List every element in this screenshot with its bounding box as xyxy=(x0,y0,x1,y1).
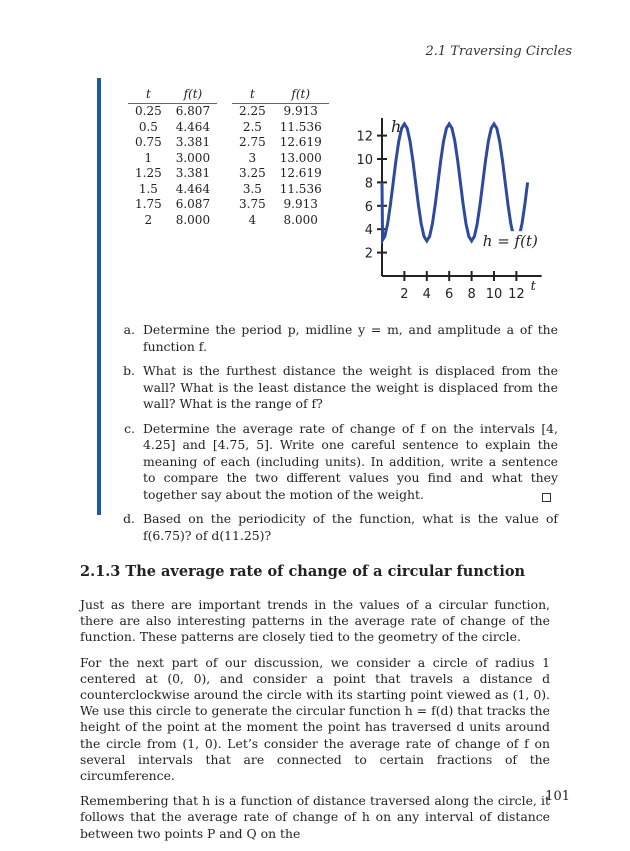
f-value-cell: 6.087 xyxy=(175,197,211,211)
y-tick-label: 8 xyxy=(364,176,373,192)
f-value-cell: 8.000 xyxy=(283,212,318,227)
table-row xyxy=(128,182,217,198)
f-value-cell: 8.000 xyxy=(175,212,211,227)
f-value-cell: 4.464 xyxy=(175,119,211,134)
body-paragraph: Just as there are important trends in the values of a circular function, there are also interesting patterns in the average rate of change of the function. These patterns are closely tied to the geometry of the circle. xyxy=(80,597,550,645)
t-value-cell: 0.75 xyxy=(135,135,162,149)
table-row xyxy=(128,151,217,167)
f-value-cell: 12.619 xyxy=(279,135,322,149)
end-of-activity-box xyxy=(542,493,551,502)
running-header: 2.1 Traversing Circles xyxy=(425,44,572,59)
f-value-cell: 13.000 xyxy=(279,150,322,165)
f-value-cell: 9.913 xyxy=(283,104,318,118)
y-axis-label: h xyxy=(391,117,402,136)
y-tick-label: 2 xyxy=(364,246,373,262)
t-value-cell: 3.75 xyxy=(239,197,266,211)
y-tick-label: 6 xyxy=(364,199,373,215)
exercise-label: d. xyxy=(123,511,135,526)
exercise-label: b. xyxy=(123,363,135,378)
t-value-cell: 1 xyxy=(144,150,153,165)
y-tick-label: 4 xyxy=(364,223,373,239)
exercise-text: Determine the average rate of change of f on the intervals [4, 4.25] and [4.75, 5]. Write one careful sentence to explain the meaning of each (including units). In addition, write a sentence to compare the two different values you find and what they together say about the motion of the weight. xyxy=(143,420,558,502)
body-paragraph: Remembering that h is a function of distance traversed along the circle, it follows that the average rate of change of h on any interval of distance between two points P and Q on the xyxy=(80,793,550,841)
f-value-cell: 3.381 xyxy=(175,166,211,180)
t-value-cell: 0.5 xyxy=(138,119,158,134)
x-axis-label: t xyxy=(530,279,536,294)
table-row xyxy=(128,135,217,151)
exercise-list xyxy=(108,322,558,552)
f-value-cell: 12.619 xyxy=(279,166,322,180)
values-table-right xyxy=(232,86,329,228)
exercise-label: a. xyxy=(123,322,135,337)
values-table-left xyxy=(128,86,217,228)
body-paragraph: For the next part of our discussion, we consider a circle of radius 1 centered at (0, 0), and consider a point that travels a distance d counterclockwise around the circle with its starting point viewed as (1, 0). We use this circle to generate the circular function h = f(d) that tracks the height of the point at the moment the point has traversed d units around the circle from (1, 0). Let’s consider the average rate of change of f on several intervals that are connected to certain fractions of the circumference. xyxy=(80,654,550,784)
table-row xyxy=(232,182,329,198)
t-value-cell: 4 xyxy=(248,212,257,227)
table-row xyxy=(232,166,329,182)
curve-label: h = f(t) xyxy=(482,232,538,251)
page-number: 101 xyxy=(545,789,570,804)
t-value-cell: 0.25 xyxy=(135,104,162,118)
f-value-cell: 3.000 xyxy=(175,150,211,165)
y-tick-label: 10 xyxy=(356,153,373,168)
x-tick-label: 2 xyxy=(400,287,409,302)
function-graph xyxy=(330,110,538,302)
y-tick-label: 12 xyxy=(356,129,373,145)
x-tick-label: 4 xyxy=(422,287,431,302)
column-header-t: t xyxy=(232,86,273,104)
x-tick-label: 6 xyxy=(445,287,454,302)
f-value-cell: 11.536 xyxy=(279,181,322,196)
table-row xyxy=(128,104,217,120)
section-body xyxy=(80,597,550,851)
column-header-f: f(t) xyxy=(273,86,329,104)
exercise-text: Based on the periodicity of the function, what is the value of f(6.75)? of d(11.25)? xyxy=(143,511,558,543)
exercise-label: c. xyxy=(124,420,135,436)
f-value-cell: 9.913 xyxy=(283,197,318,211)
exercise-item xyxy=(108,421,558,504)
section-heading: 2.1.3 The average rate of change of a circular function xyxy=(80,563,526,580)
x-tick-label: 10 xyxy=(485,287,503,302)
t-value-cell: 1.75 xyxy=(135,197,162,211)
table-row xyxy=(128,120,217,136)
t-value-cell: 3 xyxy=(248,150,257,165)
exercise-item xyxy=(108,511,558,544)
x-tick-label: 8 xyxy=(467,287,476,302)
function-curve xyxy=(382,124,528,241)
column-header-f: f(t) xyxy=(169,86,217,104)
t-value-cell: 1.25 xyxy=(135,166,162,180)
t-value-cell: 2.75 xyxy=(239,135,266,149)
exercise-text: What is the furthest distance the weight is displaced from the wall? What is the least distance the weight is displaced from the wall? What is the range of f? xyxy=(143,363,558,411)
f-value-cell: 6.807 xyxy=(175,104,211,118)
table-row xyxy=(128,213,217,229)
t-value-cell: 3.5 xyxy=(242,181,262,196)
column-header-t: t xyxy=(128,86,169,104)
table-row xyxy=(232,135,329,151)
table-row xyxy=(232,151,329,167)
t-value-cell: 2.25 xyxy=(239,104,266,118)
t-value-cell: 1.5 xyxy=(138,181,158,196)
table-row xyxy=(232,213,329,229)
exercise-item xyxy=(108,322,558,355)
f-value-cell: 3.381 xyxy=(175,135,211,149)
table-row xyxy=(128,197,217,213)
activity-margin-bar xyxy=(97,78,101,515)
table-row xyxy=(232,104,329,120)
exercise-item xyxy=(108,363,558,413)
table-row xyxy=(232,120,329,136)
table-row xyxy=(128,166,217,182)
table-row xyxy=(232,197,329,213)
exercise-text: Determine the period p, midline y = m, and amplitude a of the function f. xyxy=(143,322,558,354)
t-value-cell: 3.25 xyxy=(239,166,266,180)
t-value-cell: 2.5 xyxy=(242,119,262,134)
f-value-cell: 11.536 xyxy=(279,119,322,134)
x-tick-label: 12 xyxy=(508,287,525,302)
f-value-cell: 4.464 xyxy=(175,181,211,196)
t-value-cell: 2 xyxy=(144,212,153,227)
